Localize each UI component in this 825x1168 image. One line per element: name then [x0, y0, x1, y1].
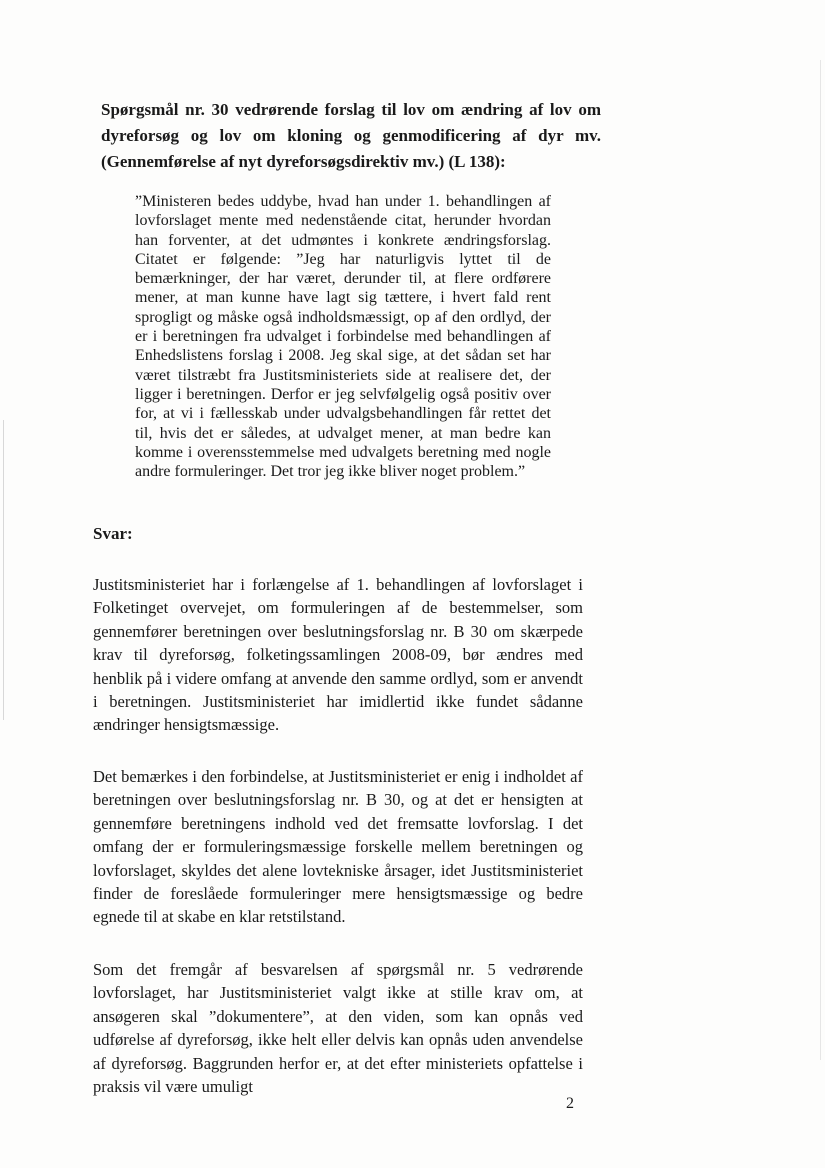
scan-edge-line — [820, 60, 821, 1060]
answer-paragraph: Som det fremgår af besvarelsen af spørgsmål nr. 5 vedrørende lovforslaget, har Justitsministeriet valgt ikke at stille krav om, at ansøgeren skal ”dokumentere”, at den viden, som kan opnås ved udførelse af dyreforsøg, ikke helt eller delvis kan opnås uden anvendelse af dyreforsøg. Baggrunden herfor er, at det efter ministeriets opfattelse i praksis vil være umuligt — [93, 960, 583, 1097]
answer-paragraph: Justitsministeriet har i forlængelse af 1. behandlingen af lovforslaget i Folketinget overvejet, om formuleringen af de bestemmelser, som gennemfører beretningen over beslutningsforslag nr. B 30 om skærpede krav til dyreforsøg, folketingssamlingen 2008-09, bør ændres med henblik på i videre omfang at anvende den samme ordlyd, som er anvendt i beretningen. Justitsministeriet har imidlertid ikke fundet sådanne ændringer hensigtsmæssige. — [93, 575, 583, 735]
scan-edge-line — [3, 420, 4, 720]
page-number: 2 — [566, 1095, 574, 1112]
quoted-question: ”Ministeren bedes uddybe, hvad han under 1. behandlingen af lovforslaget mente med nedenstående citat, herunder hvordan han forventer, at det udmøntes i konkrete ændringsforslag. Citatet er følgende: ”Jeg har naturligvis lyttet til de bemærkninger, der har været, derunder til, at flere ordførere mener, at man kunne have lagt sig tættere, i hvert fald rent sprogligt og måske også indholdsmæssigt, op af den ordlyd, der er i beretningen fra udvalget i forbindelse med behandlingen af Enhedslistens forslag i 2008. Jeg skal sige, at det sådan set har været tilstræbt fra Justitsministeriets side at realisere det, der ligger i beretningen. Derfor er jeg selvfølgelig også positiv over for, at vi i fællesskab under udvalgsbehandlingen får rettet det til, hvis det er således, at udvalget mener, at man bedre kan komme i overensstemmelse med udvalgets beretning med nogle andre formuleringer. Det tror jeg ikke bliver noget problem.” — [135, 193, 551, 481]
question-heading: Spørgsmål nr. 30 vedrørende forslag til lov om ændring af lov om dyreforsøg og lov om kloning og genmodificering af dyr mv. (Gennemførelse af nyt dyreforsøgsdirektiv mv.) (L 138): — [101, 100, 601, 171]
answer-label: Svar: — [93, 524, 133, 543]
answer-paragraph: Det bemærkes i den forbindelse, at Justitsministeriet er enig i indholdet af beretningen over beslutningsforslag nr. B 30, og at det er hensigten at gennemføre beretningens indhold ved det fremsatte lovforslag. I det omfang der er formuleringsmæssige forskelle mellem beretningen og lovforslaget, skyldes det alene lovtekniske årsager, idet Justitsministeriet finder de foreslåede formuleringer mere hensigtsmæssige og bedre egnede til at skabe en klar retstilstand. — [93, 767, 583, 927]
